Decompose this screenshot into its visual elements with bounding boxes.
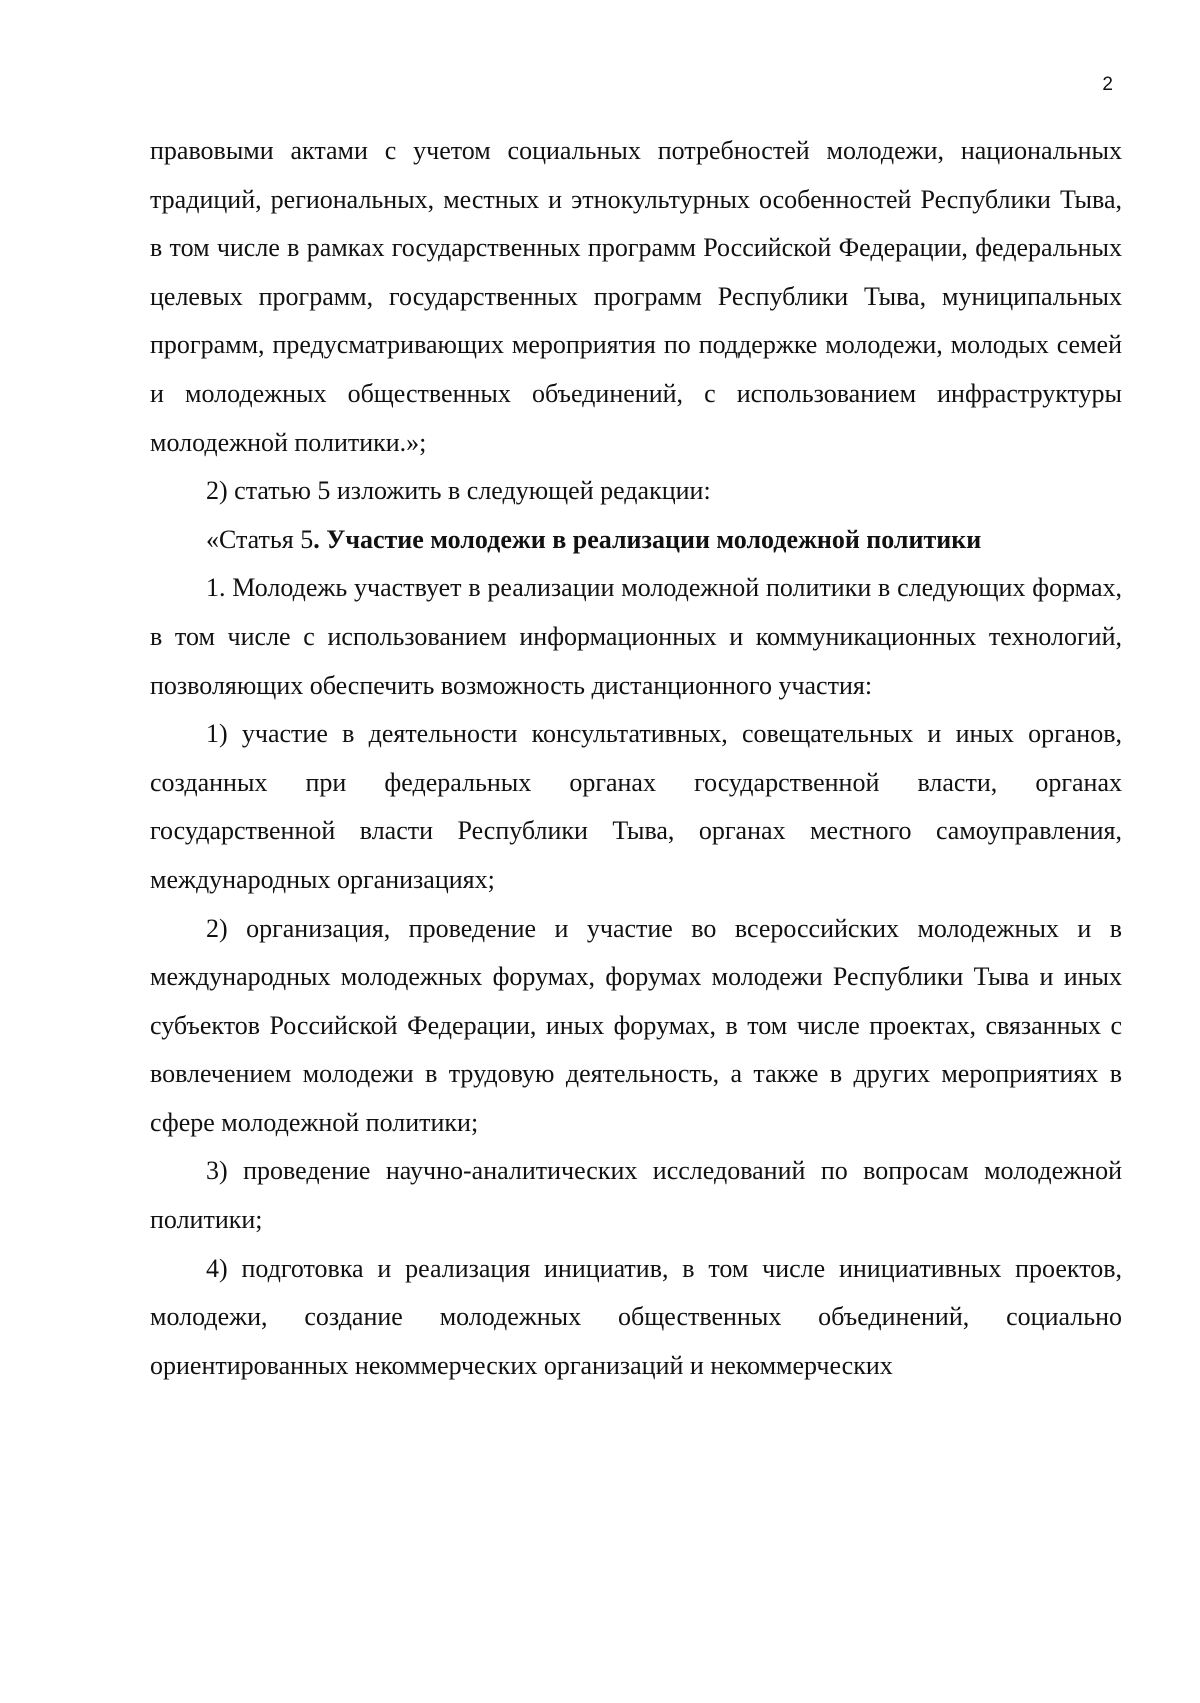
paragraph-subitem-3: 3) проведение научно-аналитических исследований по вопросам молодежной политики; — [150, 1156, 1122, 1235]
paragraph-clause-1: 1. Молодежь участвует в реализации молодежной политики в следующих формах, в том числе с использованием информационных и коммуникационных технологий, позволяющих обеспечить возможность дистанционного участия: — [150, 573, 1122, 700]
paragraph-subitem-2: 2) организация, проведение и участие во всероссийских молодежных и в международных молодежных форумах, форумах молодежи Республики Тыва и иных субъектов Российской Федерации, иных форумах, в том числе проектах, связанных с вовлечением молодежи в трудовую деятельность, а также в других мероприятиях в сфере молодежной политики; — [150, 913, 1122, 1137]
paragraph-continuation: правовыми актами с учетом социальных потребностей молодежи, национальных традиций, региональных, местных и этнокультурных особенностей Республики Тыва, в том числе в рамках государственных программ Российской Федерации, федеральных целевых программ, государственных программ Республики Тыва, муниципальных программ, предусматривающих мероприятия по поддержке молодежи, молодых семей и молодежных общественных объединений, с использованием инфраструктуры молодежной политики.»; — [150, 136, 1122, 457]
article-heading-title: . Участие молодежи в реализации молодежной политики — [313, 524, 982, 554]
paragraph-subitem-1: 1) участие в деятельности консультативных, совещательных и иных органов, созданных при федеральных органах государственной власти, органах государственной власти Республики Тыва, органах местного самоуправления, международных организациях; — [150, 719, 1122, 894]
paragraph-amendment-item-2: 2) статью 5 изложить в следующей редакции: — [206, 476, 711, 506]
paragraph-subitem-4: 4) подготовка и реализация инициатив, в том числе инициативных проектов, молодежи, создание молодежных общественных объединений, социально ориентированных некоммерческих организаций и некоммерческих — [150, 1253, 1122, 1380]
page-number: 2 — [1102, 74, 1113, 95]
document-body — [150, 127, 1122, 1390]
article-heading-number: «Статья 5 — [206, 524, 314, 554]
article-heading — [150, 516, 1122, 565]
